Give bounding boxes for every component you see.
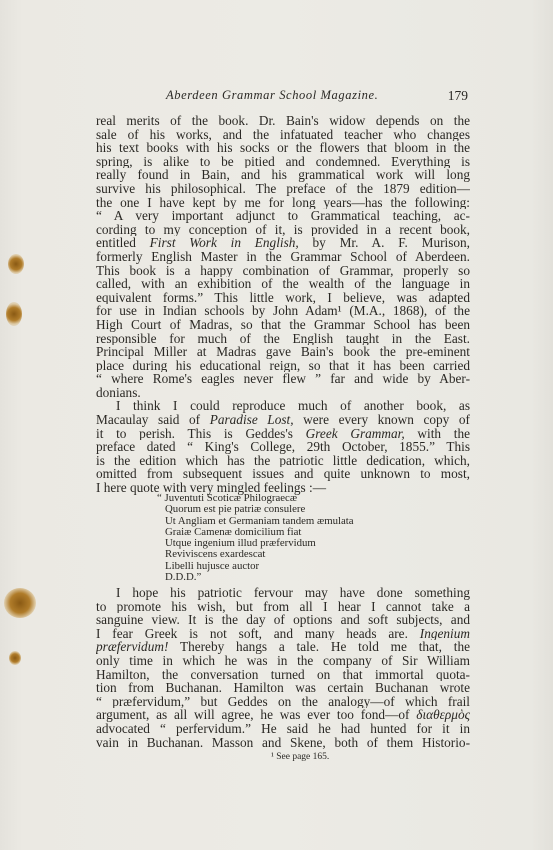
- foxing-stain-1: [8, 254, 24, 274]
- text-line: sale of his works, and the infatuated teacher who changes: [96, 127, 470, 142]
- verse-line: Graiæ Camenæ domicilium fiat: [165, 525, 302, 538]
- text-line: sanguine view. It is the day of options and soft subjects, and: [96, 613, 470, 627]
- verse-line: Libelli hujusce auctor: [165, 559, 260, 572]
- latin-phrase: Ingenium: [419, 626, 470, 641]
- text-line: donians.: [96, 385, 141, 400]
- dedication-verse: [157, 492, 425, 584]
- greek-word: διαθερμὸς: [416, 708, 470, 722]
- foxing-stain-4: [9, 651, 21, 665]
- text-line: I think I could reproduce much of another book, as: [116, 399, 470, 414]
- text-line: responsible for much of the English taught in the East.: [96, 331, 470, 346]
- text-line: his text books with his socks or the flowers that bloom in the: [96, 141, 470, 155]
- text-line: the one I have kept by me for long years—has the following:: [96, 195, 470, 210]
- text-line: equivalent forms.” This little work, I believe, was adapted: [96, 290, 470, 305]
- text-line: tion from Buchanan. Hamilton was certain Buchanan wrote: [96, 681, 470, 695]
- text-line: really found in Bain, and his grammatical work will long: [96, 168, 470, 182]
- text-segment: it to perish. This is Geddes's: [96, 426, 293, 441]
- text-line: called, with an exhibition of the wealth of the language in: [96, 277, 470, 291]
- verse-line: Quorum est pie patriæ consulere: [165, 503, 306, 516]
- text-line: to promote his wish, but from all I hear I cannot take a: [96, 599, 470, 614]
- text-segment: I fear Greek is not soft, and many heads are.: [96, 626, 408, 641]
- text-segment: were every known copy of: [303, 413, 470, 427]
- text-line: [96, 236, 470, 250]
- text-line: Hamilton, the conversation turned on that immortal quota-: [96, 667, 470, 682]
- text-line: place during his educational reign, so that it has been carried: [96, 358, 470, 373]
- text-segment: entitled: [96, 236, 136, 250]
- text-line: preface dated “ King's College, 29th October, 1855.” This: [96, 440, 470, 454]
- text-line: [96, 627, 470, 641]
- text-segment: argument, as all will agree, he was ever too fond—of: [96, 708, 410, 722]
- paragraph-1: [96, 114, 470, 495]
- text-line: advocated “ perfervidum.” He said he had hunted for it in: [96, 721, 470, 736]
- text-line: [96, 413, 470, 427]
- foxing-stain-2: [6, 302, 22, 326]
- text-segment: with the: [417, 426, 470, 441]
- verse-line: Ut Angliam et Germaniam tandem æmulata: [165, 514, 354, 527]
- text-line: [96, 427, 470, 441]
- page-header: [96, 88, 470, 106]
- foxing-stain-3: [4, 588, 36, 618]
- text-line: survive his philosophical. The preface of the 1879 edition—: [96, 181, 470, 196]
- page-number: 179: [447, 88, 468, 103]
- text-line: This book is a happy combination of Grammar, properly so: [96, 263, 470, 278]
- latin-phrase: præfervidum!: [96, 640, 169, 654]
- text-line: Principal Miller at Madras gave Bain's book the pre-eminent: [96, 345, 470, 359]
- verse-line: “ Juventuti Scoticæ Philograecæ: [157, 492, 298, 504]
- text-line: omitted from subsequent issues and quite unknown to most,: [96, 467, 470, 482]
- text-line: I here quote with very mingled feelings :—: [96, 481, 327, 495]
- footnote: ¹ See page 165.: [271, 752, 330, 762]
- text-line: for use in Indian schools by John Adam¹ (M.A., 1868), of the: [96, 304, 470, 318]
- text-line: “ præfervidum,” but Geddes on the analogy—of which frail: [96, 694, 470, 709]
- text-line: “ where Rome's eagles never flew ” far and wide by Aber-: [96, 372, 470, 386]
- text-segment: by Mr. A. F. Murison,: [312, 236, 470, 250]
- verse-line: Utque ingenium illud præfervidum: [165, 537, 316, 550]
- text-line: only time in which he was in the company of Sir William: [96, 653, 470, 668]
- text-line: cording to my conception of it, is provided in a recent book,: [96, 222, 470, 237]
- book-title: Greek Grammar,: [305, 426, 405, 441]
- verse-line: Reviviscens exardescat: [165, 548, 266, 561]
- text-line: High Court of Madras, so that the Grammar School has been: [96, 317, 470, 332]
- verse-line: D.D.D.”: [165, 571, 202, 584]
- text-segment: Macaulay said of: [96, 413, 201, 427]
- running-title: Aberdeen Grammar School Magazine.: [166, 88, 379, 102]
- text-line: I hope his patriotic fervour may have done something: [116, 586, 470, 600]
- text-line: spring, is alike to be pitied and condemned. Everything is: [96, 154, 470, 169]
- text-line: [96, 708, 470, 722]
- paragraph-3: [96, 586, 470, 749]
- text-line: is the edition which has the patriotic little dedication, which,: [96, 453, 470, 468]
- text-line: “ A very important adjunct to Grammatical teaching, ac-: [96, 209, 470, 223]
- text-line: formerly English Master in the Grammar School of Aberdeen.: [96, 249, 470, 264]
- text-line: [96, 640, 470, 654]
- book-title: Paradise Lost,: [209, 413, 294, 427]
- text-line: real merits of the book. Dr. Bain's widow depends on the: [96, 114, 470, 128]
- text-line: vain in Buchanan. Masson and Skene, both of them Historio-: [96, 735, 470, 750]
- text-segment: Thereby hangs a tale. He told me that, the: [179, 640, 470, 654]
- book-title: First Work in English,: [149, 236, 299, 250]
